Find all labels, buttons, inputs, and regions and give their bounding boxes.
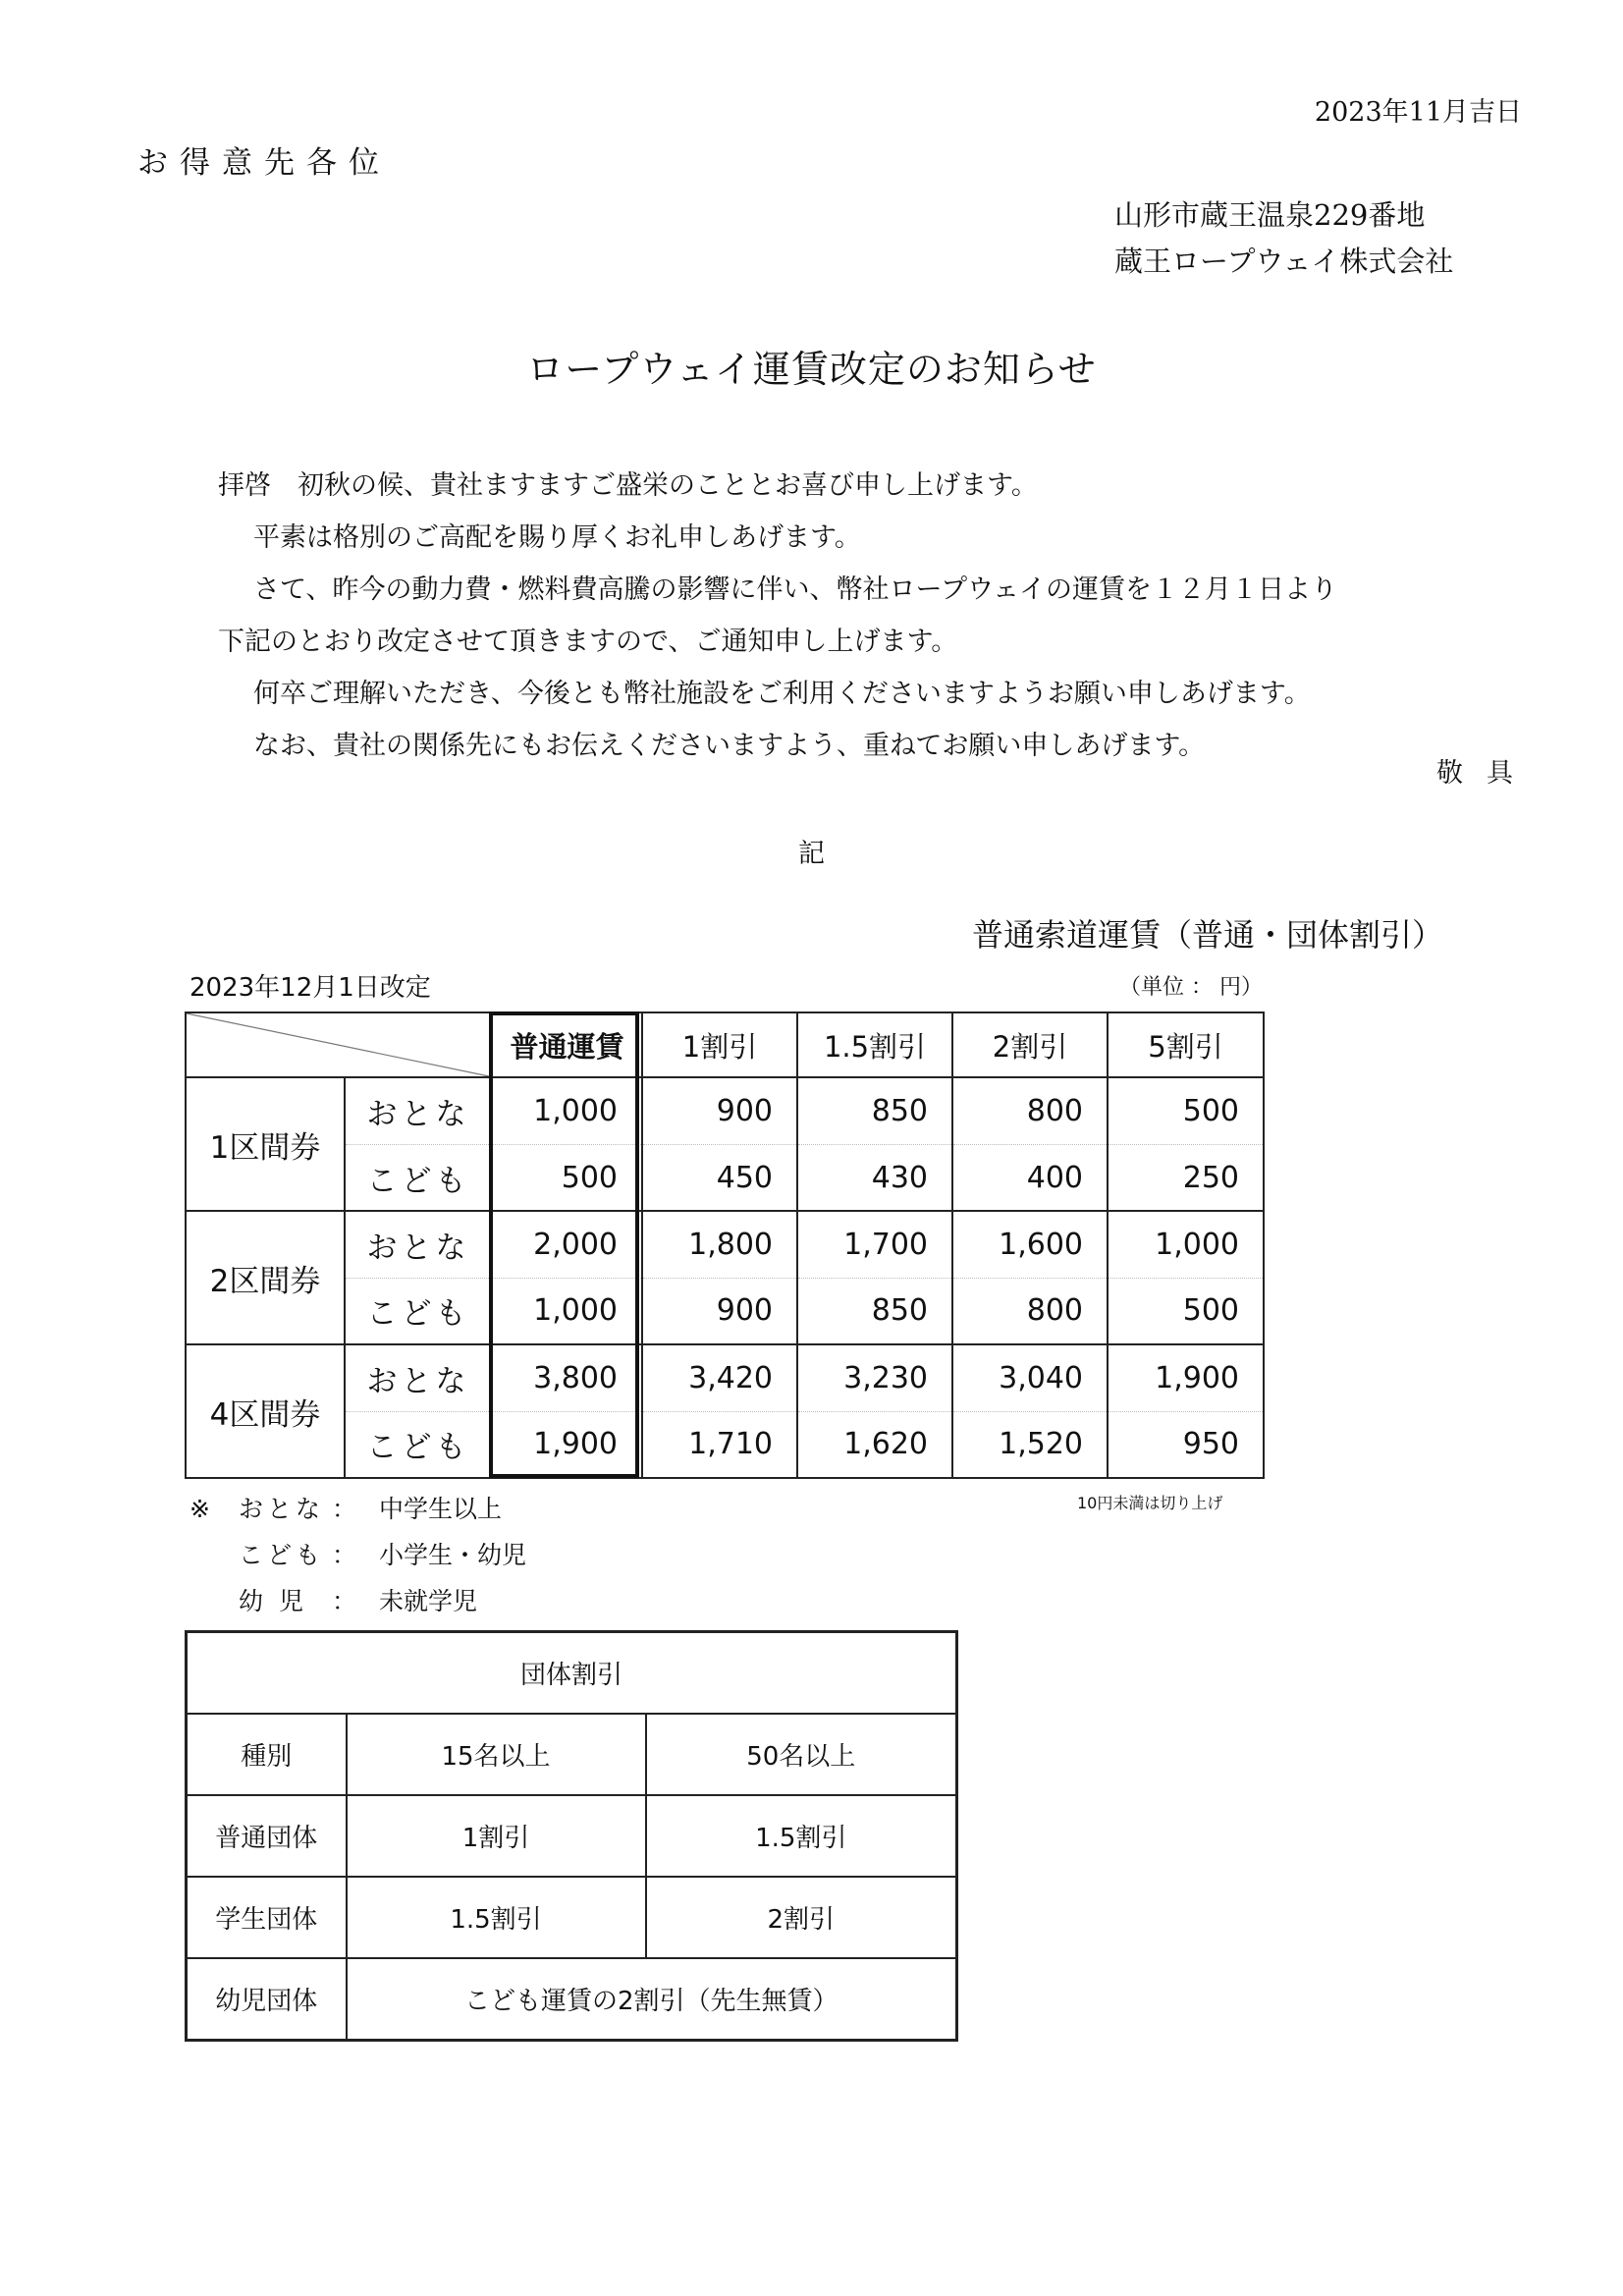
note-spacer — [189, 1578, 239, 1624]
note-row — [189, 1578, 526, 1624]
group-header-type: 種別 — [187, 1714, 347, 1795]
table-row — [186, 1344, 1264, 1411]
fare-cell: 850 — [797, 1278, 952, 1344]
sender-block — [1114, 192, 1453, 285]
fare-cell: 800 — [952, 1077, 1108, 1144]
group-type: 学生団体 — [187, 1877, 347, 1958]
fare-cell: 1,000 — [492, 1278, 642, 1344]
notice-title: ロープウェイ運賃改定のお知らせ — [526, 348, 1097, 391]
section-label: 1区間券 — [186, 1077, 345, 1211]
age-label: こども — [345, 1144, 492, 1211]
fare-cell: 500 — [492, 1144, 642, 1211]
group-discount-table — [185, 1630, 958, 2042]
fare-table-title-text: 普通索道運賃（普通・団体割引） — [971, 916, 1443, 954]
note-desc: 中学生以上 — [379, 1495, 503, 1523]
revision-date: 2023年12月1日改定 — [189, 973, 431, 1003]
diagonal-line — [187, 1013, 491, 1076]
table-row — [186, 1211, 1264, 1278]
fare-cell: 2,000 — [492, 1211, 642, 1278]
table-row — [186, 1077, 1264, 1144]
fare-cell: 500 — [1108, 1278, 1264, 1344]
age-label: おとな — [345, 1344, 492, 1411]
group-discount-50: 2割引 — [646, 1877, 957, 1958]
header-50pct: 5割引 — [1108, 1012, 1264, 1077]
fare-cell: 1,710 — [642, 1411, 797, 1478]
fare-cell: 400 — [952, 1144, 1108, 1211]
group-row — [187, 1958, 957, 2041]
fare-cell: 1,620 — [797, 1411, 952, 1478]
fare-cell: 1,000 — [1108, 1211, 1264, 1278]
age-label: おとな — [345, 1077, 492, 1144]
group-header-15: 15名以上 — [347, 1714, 646, 1795]
group-header-row — [187, 1714, 957, 1795]
header-15pct: 1.5割引 — [797, 1012, 952, 1077]
group-type: 普通団体 — [187, 1795, 347, 1877]
table-row — [186, 1278, 1264, 1344]
fare-cell: 450 — [642, 1144, 797, 1211]
fare-cell: 900 — [642, 1077, 797, 1144]
fare-table-title — [0, 910, 1443, 956]
note-colon: ： — [332, 1495, 357, 1523]
note-term: おとな — [239, 1495, 325, 1523]
group-discount-50: 1.5割引 — [646, 1795, 957, 1877]
fare-header-row — [186, 1012, 1264, 1077]
fare-cell: 1,800 — [642, 1211, 797, 1278]
body-line: 下記のとおり改定させて頂きますので、ご通知申し上げます。 — [218, 627, 958, 657]
age-label: こども — [345, 1278, 492, 1344]
note-term: こども — [239, 1541, 325, 1569]
group-discount-merged: こども運賃の2割引（先生無賃） — [347, 1958, 957, 2041]
note-term: 幼 児 — [239, 1587, 307, 1615]
fare-notes — [189, 1486, 526, 1624]
group-row — [187, 1795, 957, 1877]
unit-label: （単位 ： 円） — [1119, 975, 1263, 1000]
group-table-title: 団体割引 — [187, 1632, 957, 1715]
fare-cell: 900 — [642, 1278, 797, 1344]
fare-cell: 3,800 — [492, 1344, 642, 1411]
note-row — [189, 1532, 526, 1578]
sender-company: 蔵王ロープウェイ株式会社 — [1114, 245, 1454, 278]
body-line: 何卒ご理解いただき、今後とも幣社施設をご利用くださいますようお願い申しあげます。 — [253, 679, 1311, 709]
rounding-note: 10円未満は切り上げ — [1077, 1494, 1223, 1512]
group-type: 幼児団体 — [187, 1958, 347, 2041]
fare-cell: 1,000 — [492, 1077, 642, 1144]
body-line: さて、昨今の動力費・燃料費高騰の影響に伴い、幣社ロープウェイの運賃を１２月１日より — [253, 574, 1338, 605]
note-colon: ： — [332, 1541, 357, 1569]
group-row — [187, 1877, 957, 1958]
body-line: 拝啓 初秋の候、貴社ますますご盛栄のこととお喜び申し上げます。 — [218, 470, 1038, 501]
fare-cell: 430 — [797, 1144, 952, 1211]
corner-cell — [186, 1012, 492, 1077]
note-desc: 小学生・幼児 — [379, 1541, 527, 1569]
header-regular-fare: 普通運賃 — [492, 1012, 642, 1077]
closing-salutation: 敬具 — [1436, 758, 1537, 789]
fare-cell: 1,700 — [797, 1211, 952, 1278]
note-spacer — [189, 1532, 239, 1578]
fare-cell: 800 — [952, 1278, 1108, 1344]
fare-cell: 3,040 — [952, 1344, 1108, 1411]
group-title-row — [187, 1632, 957, 1715]
fare-cell: 3,420 — [642, 1344, 797, 1411]
fare-cell: 850 — [797, 1077, 952, 1144]
ki-marker: 記 — [798, 839, 825, 869]
header-20pct: 2割引 — [952, 1012, 1108, 1077]
fare-cell: 250 — [1108, 1144, 1264, 1211]
note-colon: ： — [332, 1587, 357, 1615]
age-label: おとな — [345, 1211, 492, 1278]
body-line: 平素は格別のご高配を賜り厚くお礼申しあげます。 — [253, 522, 861, 553]
fare-cell: 1,520 — [952, 1411, 1108, 1478]
letter-body — [218, 460, 1337, 772]
age-label: こども — [345, 1411, 492, 1478]
section-label: 2区間券 — [186, 1211, 345, 1344]
fare-cell: 500 — [1108, 1077, 1264, 1144]
fare-table — [185, 1011, 1265, 1479]
group-discount-15: 1.5割引 — [347, 1877, 646, 1958]
group-header-50: 50名以上 — [646, 1714, 957, 1795]
fare-cell: 1,600 — [952, 1211, 1108, 1278]
recipient: お得意先各位 — [137, 145, 391, 181]
body-line: なお、貴社の関係先にもお伝えくださいますよう、重ねてお願い申しあげます。 — [253, 731, 1206, 761]
header-10pct: 1割引 — [642, 1012, 797, 1077]
fare-cell: 3,230 — [797, 1344, 952, 1411]
table-row — [186, 1411, 1264, 1478]
fare-cell: 950 — [1108, 1411, 1264, 1478]
table-row — [186, 1144, 1264, 1211]
group-discount-15: 1割引 — [347, 1795, 646, 1877]
note-row — [189, 1486, 526, 1532]
fare-cell: 1,900 — [1108, 1344, 1264, 1411]
fare-cell: 1,900 — [492, 1411, 642, 1478]
section-label: 4区間券 — [186, 1344, 345, 1478]
sender-address: 山形市蔵王温泉229番地 — [1114, 198, 1426, 232]
note-mark: ※ — [189, 1495, 210, 1523]
document-date: 2023年11月吉日 — [1314, 97, 1522, 128]
note-desc: 未就学児 — [379, 1587, 478, 1615]
